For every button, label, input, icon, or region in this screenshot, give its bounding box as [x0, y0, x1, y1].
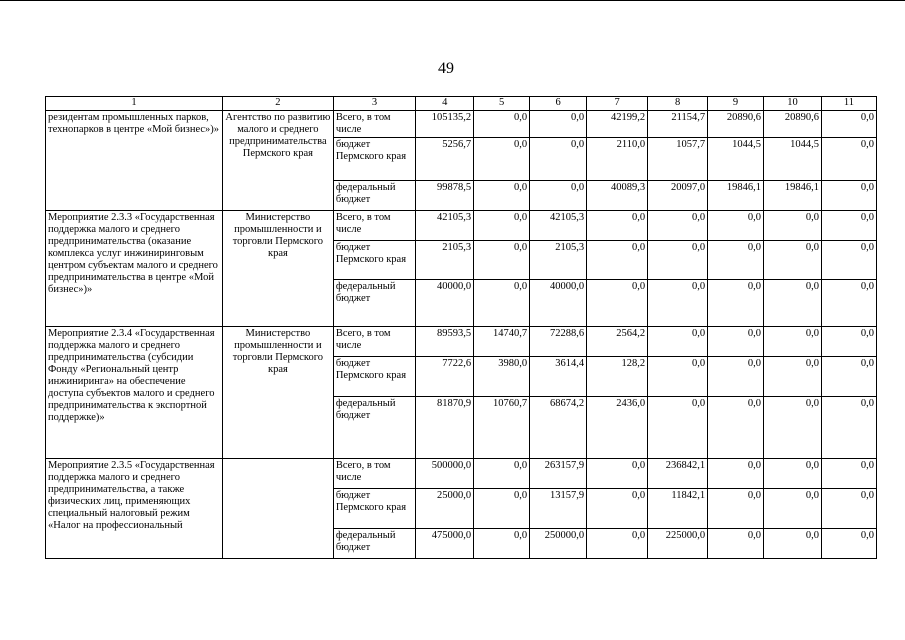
column-header: 1	[46, 97, 223, 111]
amount-cell: 0,0	[474, 211, 530, 241]
column-header: 11	[821, 97, 876, 111]
amount-cell: 0,0	[648, 397, 708, 459]
funding-source-cell: федеральный бюджет	[333, 280, 415, 327]
measure-name-cell: Мероприятие 2.3.4 «Государственная поддержка малого и среднего предпринимательства (субсидии Фонду «Региональный центр инжиниринга» на обеспечение доступа субъектов малого и среднего предпринимательства к экспортной поддержке)»	[46, 327, 223, 459]
amount-cell: 42105,3	[530, 211, 587, 241]
funding-table	[45, 96, 877, 559]
amount-cell: 0,0	[821, 529, 876, 559]
amount-cell: 500000,0	[416, 459, 474, 489]
amount-cell: 0,0	[587, 280, 648, 327]
amount-cell: 42105,3	[416, 211, 474, 241]
amount-cell: 5256,7	[416, 138, 474, 181]
amount-cell: 40000,0	[530, 280, 587, 327]
amount-cell: 0,0	[474, 181, 530, 211]
amount-cell: 21154,7	[648, 111, 708, 138]
funding-source-cell: бюджет Пермского края	[333, 138, 415, 181]
amount-cell: 0,0	[764, 211, 822, 241]
amount-cell: 20890,6	[764, 111, 822, 138]
amount-cell: 0,0	[708, 459, 764, 489]
measure-name-cell: резидентам промышленных парков, технопарков в центре «Мой бизнес»)»	[46, 111, 223, 211]
funding-source-cell: Всего, в том числе	[333, 327, 415, 357]
amount-cell: 20097,0	[648, 181, 708, 211]
amount-cell: 0,0	[821, 357, 876, 397]
funding-source-cell: Всего, в том числе	[333, 211, 415, 241]
funding-source-cell: федеральный бюджет	[333, 181, 415, 211]
amount-cell: 0,0	[474, 459, 530, 489]
amount-cell: 0,0	[708, 327, 764, 357]
column-header: 8	[648, 97, 708, 111]
amount-cell: 0,0	[708, 211, 764, 241]
amount-cell: 0,0	[648, 241, 708, 280]
amount-cell: 0,0	[648, 280, 708, 327]
amount-cell: 0,0	[474, 529, 530, 559]
amount-cell: 0,0	[648, 211, 708, 241]
top-border-line	[0, 0, 905, 1]
amount-cell: 72288,6	[530, 327, 587, 357]
amount-cell: 0,0	[764, 241, 822, 280]
amount-cell: 0,0	[587, 529, 648, 559]
amount-cell: 0,0	[764, 397, 822, 459]
amount-cell: 0,0	[708, 397, 764, 459]
table-row	[46, 327, 877, 357]
executor-cell: Министерство промышленности и торговли Пермского края	[222, 327, 333, 459]
funding-source-cell: Всего, в том числе	[333, 111, 415, 138]
amount-cell: 0,0	[764, 280, 822, 327]
amount-cell: 2564,2	[587, 327, 648, 357]
amount-cell: 225000,0	[648, 529, 708, 559]
amount-cell: 1044,5	[708, 138, 764, 181]
amount-cell: 42199,2	[587, 111, 648, 138]
amount-cell: 0,0	[764, 357, 822, 397]
amount-cell: 0,0	[821, 459, 876, 489]
amount-cell: 0,0	[821, 111, 876, 138]
amount-cell: 475000,0	[416, 529, 474, 559]
amount-cell: 0,0	[587, 241, 648, 280]
column-header: 10	[764, 97, 822, 111]
page-number: 49	[438, 60, 454, 77]
amount-cell: 14740,7	[474, 327, 530, 357]
amount-cell: 0,0	[530, 138, 587, 181]
amount-cell: 13157,9	[530, 489, 587, 529]
amount-cell: 0,0	[821, 181, 876, 211]
measure-name-cell: Мероприятие 2.3.3 «Государственная поддержка малого и среднего предпринимательства (оказание комплекса услуг инжиниринговым центром субъектам малого и среднего предпринимательства в центре «Мой бизнес»)»	[46, 211, 223, 327]
amount-cell: 2105,3	[530, 241, 587, 280]
amount-cell: 0,0	[474, 280, 530, 327]
executor-cell	[222, 459, 333, 559]
amount-cell: 0,0	[708, 280, 764, 327]
amount-cell: 0,0	[708, 357, 764, 397]
funding-source-cell: бюджет Пермского края	[333, 357, 415, 397]
amount-cell: 0,0	[821, 138, 876, 181]
amount-cell: 11842,1	[648, 489, 708, 529]
amount-cell: 0,0	[474, 489, 530, 529]
amount-cell: 2105,3	[416, 241, 474, 280]
amount-cell: 0,0	[821, 397, 876, 459]
amount-cell: 0,0	[648, 327, 708, 357]
funding-source-cell: Всего, в том числе	[333, 459, 415, 489]
amount-cell: 1057,7	[648, 138, 708, 181]
column-number-row	[46, 97, 877, 111]
funding-source-cell: бюджет Пермского края	[333, 241, 415, 280]
column-header: 6	[530, 97, 587, 111]
amount-cell: 40089,3	[587, 181, 648, 211]
amount-cell: 0,0	[708, 489, 764, 529]
amount-cell: 0,0	[530, 181, 587, 211]
table-row	[46, 211, 877, 241]
amount-cell: 25000,0	[416, 489, 474, 529]
amount-cell: 68674,2	[530, 397, 587, 459]
amount-cell: 0,0	[708, 241, 764, 280]
amount-cell: 0,0	[821, 327, 876, 357]
amount-cell: 0,0	[530, 111, 587, 138]
amount-cell: 0,0	[648, 357, 708, 397]
amount-cell: 0,0	[474, 138, 530, 181]
amount-cell: 2436,0	[587, 397, 648, 459]
column-header: 7	[587, 97, 648, 111]
amount-cell: 0,0	[764, 529, 822, 559]
amount-cell: 0,0	[587, 211, 648, 241]
amount-cell: 105135,2	[416, 111, 474, 138]
amount-cell: 263157,9	[530, 459, 587, 489]
column-header: 4	[416, 97, 474, 111]
amount-cell: 1044,5	[764, 138, 822, 181]
amount-cell: 0,0	[821, 241, 876, 280]
amount-cell: 0,0	[587, 489, 648, 529]
amount-cell: 10760,7	[474, 397, 530, 459]
column-header: 3	[333, 97, 415, 111]
funding-source-cell: бюджет Пермского края	[333, 489, 415, 529]
column-header: 2	[222, 97, 333, 111]
amount-cell: 99878,5	[416, 181, 474, 211]
amount-cell: 0,0	[474, 111, 530, 138]
amount-cell: 0,0	[764, 327, 822, 357]
table-row	[46, 459, 877, 489]
amount-cell: 128,2	[587, 357, 648, 397]
amount-cell: 236842,1	[648, 459, 708, 489]
table-row	[46, 111, 877, 138]
executor-cell: Агентство по развитию малого и среднего предпринимательства Пермского края	[222, 111, 333, 211]
amount-cell: 0,0	[764, 459, 822, 489]
amount-cell: 89593,5	[416, 327, 474, 357]
executor-cell: Министерство промышленности и торговли Пермского края	[222, 211, 333, 327]
amount-cell: 0,0	[587, 459, 648, 489]
amount-cell: 2110,0	[587, 138, 648, 181]
amount-cell: 250000,0	[530, 529, 587, 559]
amount-cell: 3980,0	[474, 357, 530, 397]
funding-source-cell: федеральный бюджет	[333, 397, 415, 459]
amount-cell: 20890,6	[708, 111, 764, 138]
funding-source-cell: федеральный бюджет	[333, 529, 415, 559]
amount-cell: 0,0	[708, 529, 764, 559]
amount-cell: 19846,1	[708, 181, 764, 211]
column-header: 5	[474, 97, 530, 111]
amount-cell: 3614,4	[530, 357, 587, 397]
amount-cell: 0,0	[764, 489, 822, 529]
amount-cell: 0,0	[821, 489, 876, 529]
amount-cell: 81870,9	[416, 397, 474, 459]
amount-cell: 0,0	[821, 280, 876, 327]
amount-cell: 19846,1	[764, 181, 822, 211]
amount-cell: 7722,6	[416, 357, 474, 397]
measure-name-cell: Мероприятие 2.3.5 «Государственная поддержка малого и среднего предпринимательства, а также физических лиц, применяющих специальный налоговый режим «Налог на профессиональный	[46, 459, 223, 559]
amount-cell: 40000,0	[416, 280, 474, 327]
column-header: 9	[708, 97, 764, 111]
amount-cell: 0,0	[821, 211, 876, 241]
amount-cell: 0,0	[474, 241, 530, 280]
